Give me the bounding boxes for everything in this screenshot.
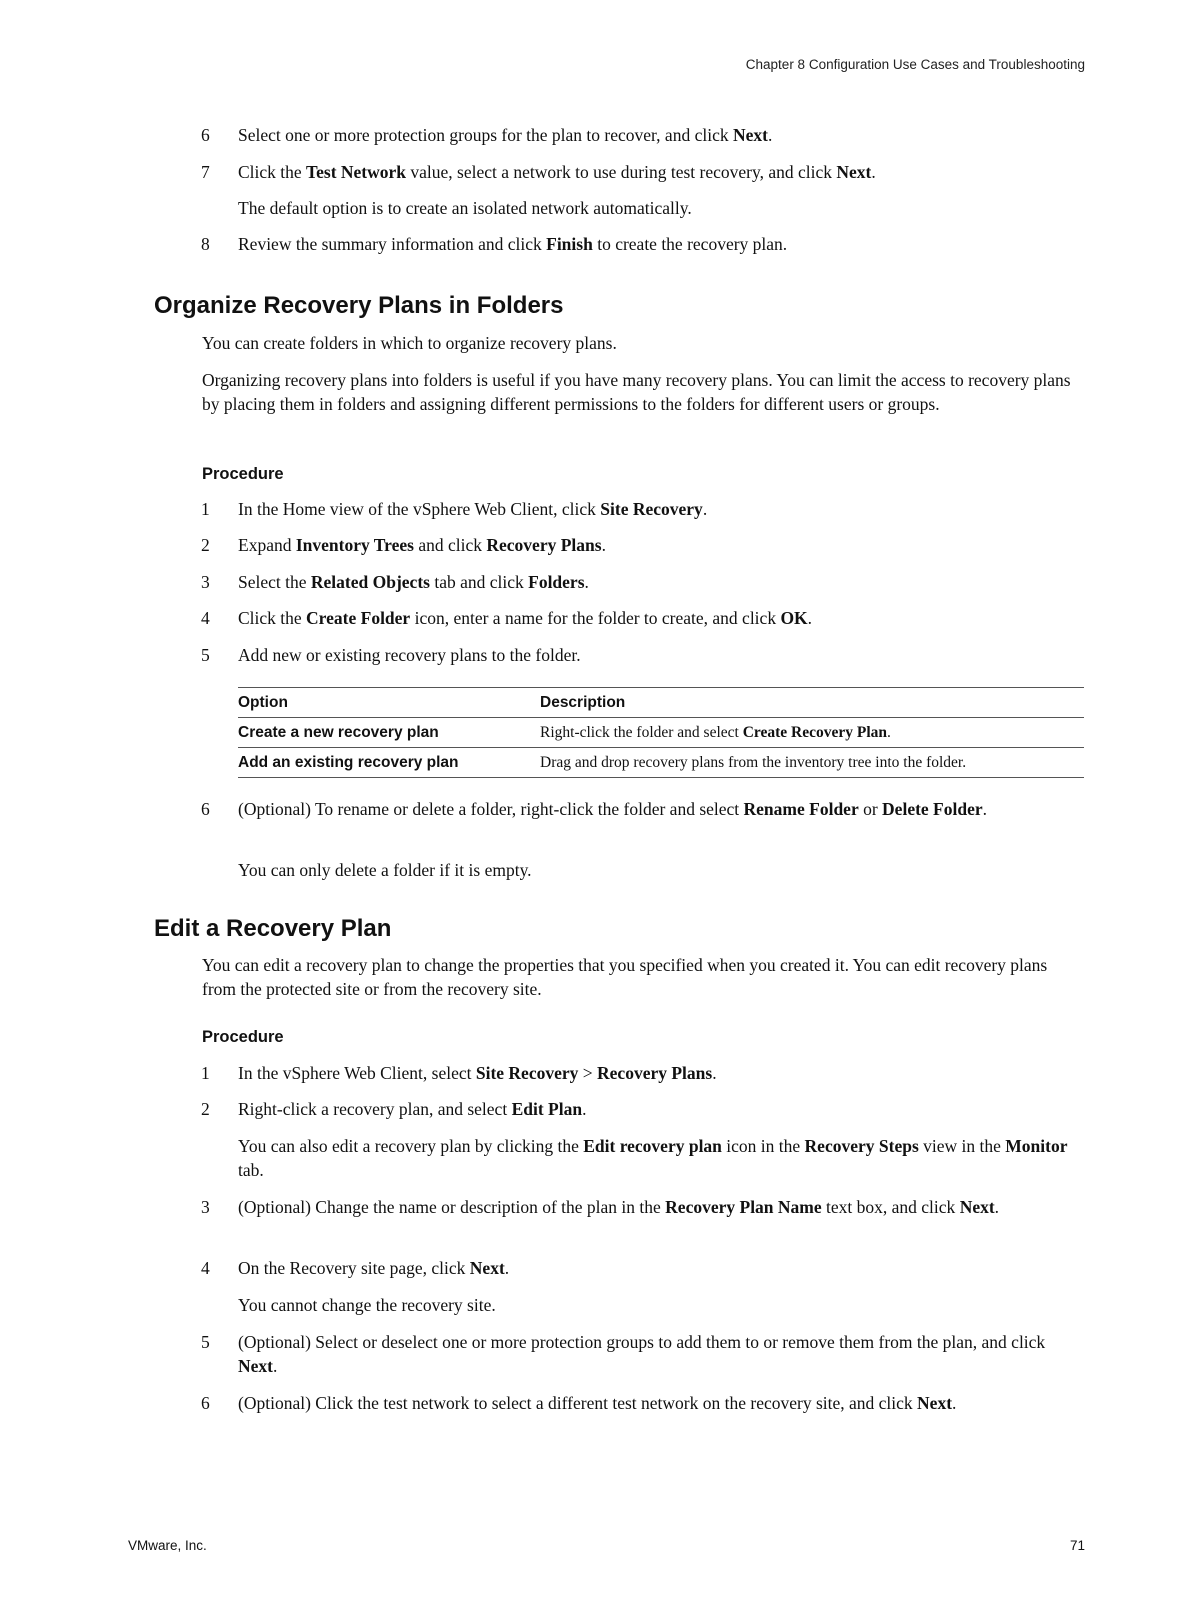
step-note: You cannot change the recovery site. (238, 1295, 496, 1315)
step-text: Select one or more protection groups for the plan to recover, and click Next. (238, 125, 773, 145)
step-text: (Optional) Click the test network to select a different test network on the recovery site, and click Next. (238, 1393, 957, 1413)
step-number: 5 (201, 645, 210, 665)
procedure-label: Procedure (202, 1028, 284, 1046)
step-number: 1 (201, 499, 210, 519)
step-number: 4 (201, 1258, 210, 1278)
section-title: Edit a Recovery Plan (154, 915, 392, 942)
step-text: In the Home view of the vSphere Web Client, click Site Recovery. (238, 499, 708, 519)
footer-company: VMware, Inc. (128, 1538, 207, 1553)
step-number: 7 (201, 162, 210, 182)
section-intro: You can create folders in which to organize recovery plans. (202, 333, 617, 353)
step-text: In the vSphere Web Client, select Site Recovery > Recovery Plans. (238, 1063, 717, 1083)
step-note: The default option is to create an isolated network automatically. (238, 198, 692, 218)
section-intro: You can edit a recovery plan to change the properties that you specified when you created it. You can edit recovery plans from the protected site or from the recovery site. (202, 955, 1048, 999)
step-text: (Optional) Change the name or description of the plan in the Recovery Plan Name text box, and click Next. (238, 1197, 1000, 1217)
step-number: 3 (201, 1197, 210, 1217)
step-number: 3 (201, 572, 210, 592)
step-number: 6 (201, 125, 210, 145)
table-header-description: Description (540, 693, 626, 711)
step-number: 4 (201, 608, 210, 628)
step-number: 8 (201, 234, 210, 254)
table-row (238, 748, 1084, 778)
step-text: Select the Related Objects tab and click Folders. (238, 572, 589, 592)
table-cell-option: Add an existing recovery plan (238, 753, 459, 771)
step-text: Click the Create Folder icon, enter a name for the folder to create, and click OK. (238, 608, 813, 628)
step-text: (Optional) Select or deselect one or more protection groups to add them to or remove them from the plan, and click Next. (238, 1332, 1046, 1376)
running-header: Chapter 8 Configuration Use Cases and Troubleshooting (745, 57, 1085, 72)
page-number: 71 (1069, 1538, 1085, 1553)
procedure-label: Procedure (202, 465, 284, 483)
table-cell-option: Create a new recovery plan (238, 723, 439, 741)
step-number: 1 (201, 1063, 210, 1083)
table-cell-description: Right-click the folder and select Create Recovery Plan. (540, 723, 891, 741)
step-note: You can only delete a folder if it is empty. (238, 860, 532, 880)
step-text: (Optional) To rename or delete a folder, right-click the folder and select Rename Folder or Delete Folder. (238, 799, 987, 819)
section-paragraph: Organizing recovery plans into folders is useful if you have many recovery plans. You can limit the access to recovery plans by placing them in folders and assigning different permissions to the folders for different users or groups. (202, 370, 1071, 414)
step-text: On the Recovery site page, click Next. (238, 1258, 510, 1278)
table-header-row (238, 688, 1084, 718)
step-text: Review the summary information and click Finish to create the recovery plan. (238, 234, 788, 254)
step-number: 6 (201, 1393, 210, 1413)
step-number: 2 (201, 535, 210, 555)
step-text: Add new or existing recovery plans to the folder. (238, 645, 581, 665)
step-number: 2 (201, 1099, 210, 1119)
step-text: Expand Inventory Trees and click Recovery Plans. (238, 535, 606, 555)
step-text: Click the Test Network value, select a network to use during test recovery, and click Next. (238, 162, 876, 182)
step-number: 5 (201, 1332, 210, 1352)
step-number: 6 (201, 799, 210, 819)
table-cell-description: Drag and drop recovery plans from the inventory tree into the folder. (540, 753, 967, 771)
step-note: You can also edit a recovery plan by clicking the Edit recovery plan icon in the Recovery Steps view in the Monitor tab. (238, 1136, 1068, 1180)
section-title: Organize Recovery Plans in Folders (154, 292, 564, 319)
step-text: Right-click a recovery plan, and select Edit Plan. (238, 1099, 587, 1119)
table-row (238, 718, 1084, 748)
table-header-option: Option (238, 693, 288, 711)
options-table (238, 687, 1084, 778)
